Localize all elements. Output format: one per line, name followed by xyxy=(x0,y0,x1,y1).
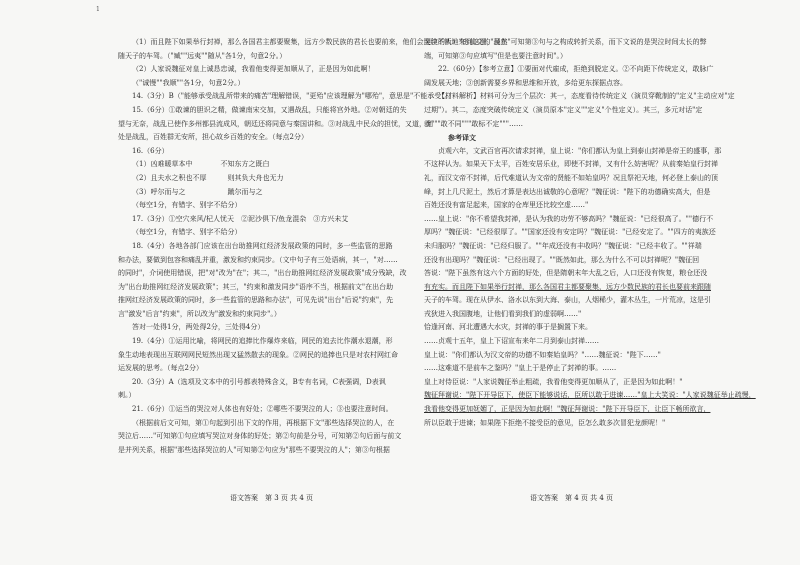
text-line: 礼，而汉文帝不封禅，后代难道认为文帝的贤能不如始皇吗？况且祭祀天地，何必登上泰山的顶 xyxy=(424,173,718,182)
text-line: 参考译文 xyxy=(448,133,476,143)
text-line: 22.（60分）【参考立意】①要面对代雇成，拒绝到脱定义。②不向距下传统定义，敢脉广 xyxy=(438,65,714,74)
text-line: 象生动地表现出互联网网民短然出现又猛然散去的现象。②网民的追捧也只是对农村网红命 xyxy=(118,350,398,359)
text-line: 推网红经济发展政策的同时，多一些监管的思路和办法"，可见先说"出台"后说"约束"，先 xyxy=(118,296,394,305)
text-line: 皇上说："你们都认为汉文帝的功德不如秦始皇吗？"……魏征说："陛下……" xyxy=(424,350,661,359)
text-line: 望与无奈，战乱已使作多州都县流成风，朝廷还将同意与秦国讲和。③对战乱中民众的担忧，又道，到 xyxy=(118,119,433,128)
text-line: （1）凶难暖草本中 不知东方之既白 xyxy=(132,160,270,169)
text-line: 为"出台助推网红经济发展政策"；其三，"约束和激发同步"语序不当，根据前文"在出台助 xyxy=(118,282,394,291)
text-line: 峰，封上几尺泥土，然后才算是表达出诚敬的心意呢？"魏征说："陛下的功德确实高大，但是 xyxy=(424,187,711,196)
text-line: 端，可知第③句应填写"但是也要注意时间"。） xyxy=(424,51,567,60)
text-line: 贞观六年，文武百官再次请求封禅，皇上说："你们都认为皇上到泰山封禅是帝王的盛事，那 xyxy=(438,146,722,155)
text-line: 我看他变得更加妩媚了，正是因为如此啊！"魏征拜谢说："陛下开导臣下，让臣下畅所欲言， xyxy=(424,405,711,414)
text-line: 14.（3分）B（"能够承受战乱所带来的痛苦"理解错误，"更殆"应该理解为"哪殆"，意思是"不能承受"。） xyxy=(132,92,455,101)
text-line: （2）人家说魏征对皇上诚恳忠诚，我看他变得更加顺从了，正是因为如此啊！ xyxy=(132,65,375,74)
text-line: （根据前后文可知，第①句起到引出下文的作用，再根据下文"那些选择哭泣的人，在 xyxy=(132,418,395,427)
text-line: 还没有出现吗？"魏征说："已经出现了。""既然如此，那么为什么不可以封禅呢？"魏征回 xyxy=(424,255,700,264)
text-line: ……贞观十五年，皇上下诏宣布来年二月到泰山封禅…… xyxy=(424,337,599,346)
text-line: 就"""敢不同"""敢标不定"""…… xyxy=(424,119,523,128)
text-line: 的同时"，介词使用错误，把"对"改为"在"；其二，"出台助推网红经济发展政策"成分残缺，改 xyxy=(118,269,407,278)
text-line: ……这难道不是前车之鉴吗？"皇上于是停止了封禅的事。…… xyxy=(424,364,617,373)
text-line: 18.（4分）各地各部门应该在出台助推网红经济发展政策的同时，多一些监管的思路 xyxy=(132,241,393,250)
text-line: （1）而且陛下如果举行封禅，那么各国君主都要聚集，远方少数民族的君长也要前来，他们会连续不断地来到这里，现在 xyxy=(132,38,508,46)
text-line: 15.（6分）①敢谏的胆识之精，做谏南宋交加，又遇战乱，只能将宫外地。②对朝廷的失 xyxy=(132,105,407,114)
text-line: 魏征拜谢说："陛下开导臣下，使臣下能够说话，臣所以敢于进谏……"皇上大笑说："人家说魏征举止疏慢， xyxy=(424,391,756,400)
text-line: 答说："陛下虽然有这六个方面的好处，但是隋朝末年大乱之后，人口还没有恢复，粮仓还没 xyxy=(424,269,708,278)
text-line: （3）呼尔而与之 蹴尔而与之 xyxy=(132,187,263,196)
text-line: 戎狄进入我国腹地，让他们看到我们的虚弱啊……" xyxy=(424,309,582,318)
text-line: 恰逢河南、河北遭遇大水灾，封禅的事于是搁置下来。 xyxy=(424,323,592,332)
text-line: 有充实。而且陛下如果举行封禅，那么各国君主都要聚集，远方少数民族的君长也要前来跟随 xyxy=(424,282,711,291)
text-line: 随天子的车驾。（"臧""远夷""随从"各1分，句意2分。） xyxy=(118,51,287,60)
text-line: 阔发展天地；③创新需要乡界和思维和开放，多给更东探据点容。 xyxy=(424,78,627,87)
text-line: 不这样认为。如果天下太平，百姓安居乐业，即使不封禅，又有什么妨害呢？从前秦始皇行封禅 xyxy=(424,160,718,169)
text-line: 处是战乱，百姓群无安所，担心故乡百姓的安全。（每点2分） xyxy=(118,133,308,142)
text-line: 21.（6分）①运当的哭泣对人体也有好处；②哪些不要哭泣的人；③也要注意时间。 xyxy=(132,405,393,414)
text-line: 言"激发"后言"约束"，所以改为"激发和约束同步"。） xyxy=(118,309,281,318)
text-line: 【材料解析】材料可分为三个层次：其一，态度看待传统定义（演员穿靴制的"定义"主动应对"定 xyxy=(438,92,735,101)
text-line: （"诚慢""我顺""各1分，句意2分。） xyxy=(132,78,245,87)
text-line: 百姓还没有富足起来，国家的仓库里还比较空虚……" xyxy=(424,201,589,210)
text-line: （每空1分，有错字、别字不给分） xyxy=(132,228,242,237)
right-page-footer: 语文答案 第 4 页 共 4 页 xyxy=(530,494,614,502)
text-line: 20.（3分）A（选项及文本中的引号都表特殊含义，B专有名词，C表强调，D表讽 xyxy=(132,377,386,386)
right-page-column xyxy=(424,36,756,565)
text-line: 刺。） xyxy=(118,391,136,400)
text-line: 哭泣的人）"由前文的"虽然"可知第③句与之构成转折关系，而下文说的是哭泣时间太长的弊 xyxy=(424,38,707,46)
text-line: 哭泣后……"可知第①句应填写哭泣对身体的好处；第②句前是分号，可知第②句后面与前文 xyxy=(118,432,402,441)
text-line: 未归服吗？"魏征说："已经归服了。""年成还没有丰收吗？"魏征说："已经丰收了。""祥瑞 xyxy=(424,241,702,250)
text-line: （2）且夫水之积也不厚 则其负大舟也无力 xyxy=(132,173,284,182)
text-line: 16.（6分） xyxy=(132,146,169,155)
text-line: 19.（4分）①运用比喻，将网民的追捧比作爆炸来临，网民的追去比作潮水退潮，形 xyxy=(132,337,393,346)
text-line: 答对一处得1分，两处得2分，三处得4分） xyxy=(132,323,265,332)
text-line: 运发展的思考。（每点2分） xyxy=(118,364,203,373)
corner-mark: 1 xyxy=(96,6,100,13)
text-line: 17.（3分）①空穴来风/杞人忧天 ②泥沙俱下/鱼龙混杂 ③方兴未艾 xyxy=(132,214,349,223)
text-line: 天子的车驾。现在从伊水、洛水以东到大海、泰山，人烟稀少，灌木丛生，一片荒凉，这是引 xyxy=(424,296,711,305)
text-line: 皇上对侍臣说："人家说魏征举止粗疏，我看他变得更加顺从了，正是因为如此啊！" xyxy=(424,377,683,386)
text-line: 是并列关系，根据"那些选择哭泣的人"可知第②句应为"那些不要哭泣的人"；第③句根据 xyxy=(118,445,390,454)
text-line: 厚吗？"魏征说："已经很厚了。""国家还没有安定吗？"魏征说："已经安定了。""四方的夷族还 xyxy=(424,228,716,237)
text-line: ……皇上说："你不希望我封禅，是认为我的功劳不够高吗？"魏征说："已经很高了。""德行不 xyxy=(424,214,714,223)
text-line: （每空1分，有错字、别字不给分） xyxy=(132,201,242,210)
text-line: 所以臣敢于进谏；如果陛下拒绝不接受臣的意见，臣怎么敢多次冒犯龙颜呢！" xyxy=(424,418,666,427)
text-line: 和办法，要做到包容和痛乱并重，激发和约束同步。（文中句子有三处语病，其一，"对…… xyxy=(118,255,398,264)
left-page-footer: 语文答案 第 3 页 共 4 页 xyxy=(230,494,314,502)
text-line: 过期"）。其二，态度突破传统定义（演员原本"定义""定义"个性定义）。其三，多元对话"定 xyxy=(424,105,703,114)
